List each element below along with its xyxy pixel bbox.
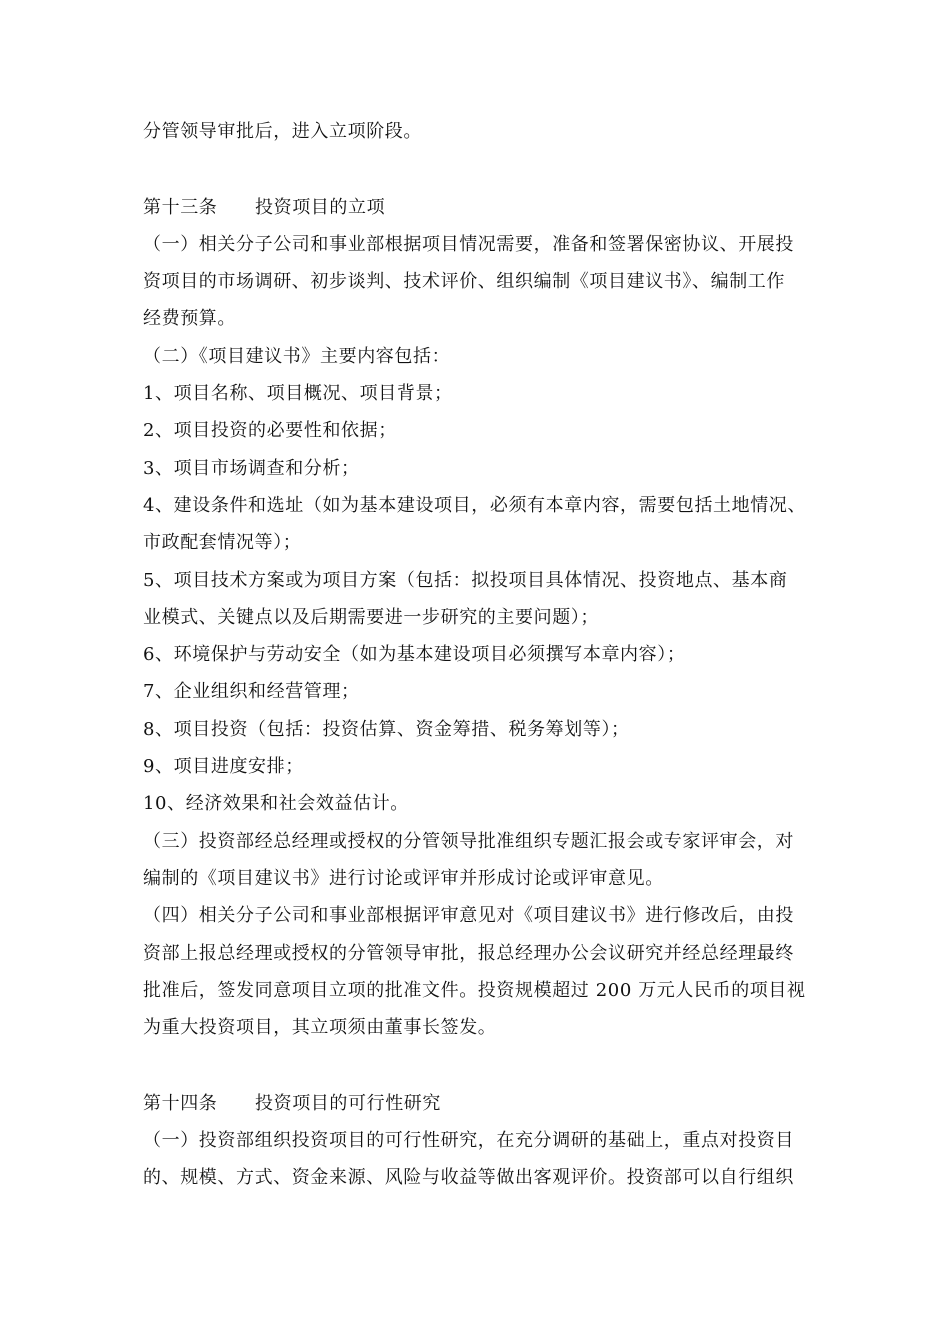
paragraph-line: 编制的《项目建议书》进行讨论或评审并形成讨论或评审意见。 [143, 868, 664, 889]
paragraph-line: 资部上报总经理或授权的分管领导审批，报总经理办公会议研究并经总经理最终 [143, 943, 794, 964]
paragraph-line: 的、规模、方式、资金来源、风险与收益等做出客观评价。投资部可以自行组织 [143, 1167, 794, 1188]
article-14-number: 第十四条 [143, 1093, 218, 1114]
paragraph-line: 分管领导审批后，进入立项阶段。 [143, 121, 422, 142]
paragraph-line: （二）《项目建议书》主要内容包括： [143, 346, 451, 367]
list-item: 3、项目市场调查和分析； [143, 458, 360, 479]
list-item: 2、项目投资的必要性和依据； [143, 420, 397, 441]
list-item: 10、经济效果和社会效益估计。 [143, 793, 409, 814]
list-item: 4、建设条件和选址（如为基本建设项目，必须有本章内容，需要包括土地情况、 [143, 495, 807, 516]
list-item: 市政配套情况等）； [143, 532, 302, 553]
article-14-heading [143, 1092, 813, 1116]
paragraph-line: 经费预算。 [143, 308, 236, 329]
list-item: 6、环境保护与劳动安全（如为基本建设项目必须撰写本章内容）； [143, 644, 686, 665]
article-14-title: 投资项目的可行性研究 [255, 1093, 441, 1114]
article-13-heading [143, 196, 813, 220]
paragraph-line: （三）投资部经总经理或授权的分管领导批准组织专题汇报会或专家评审会，对 [143, 831, 794, 852]
paragraph-line: 批准后，签发同意项目立项的批准文件。投资规模超过 200 万元人民币的项目视 [143, 980, 806, 1001]
list-item: 9、项目进度安排； [143, 756, 304, 777]
article-13-number: 第十三条 [143, 197, 218, 218]
list-item: 7、企业组织和经营管理； [143, 681, 360, 702]
list-item: 业模式、关键点以及后期需要进一步研究的主要问题）； [143, 607, 599, 628]
paragraph-line: 为重大投资项目，其立项须由董事长签发。 [143, 1017, 497, 1038]
paragraph-line: （一）投资部组织投资项目的可行性研究，在充分调研的基础上，重点对投资目 [143, 1130, 794, 1151]
list-item: 8、项目投资（包括：投资估算、资金筹措、税务筹划等）； [143, 719, 630, 740]
paragraph-line: 资项目的市场调研、初步谈判、技术评价、组织编制《项目建议书》、编制工作 [143, 271, 785, 292]
list-item: 1、项目名称、项目概况、项目背景； [143, 383, 453, 404]
paragraph-line: （一）相关分子公司和事业部根据项目情况需要，准备和签署保密协议、开展投 [143, 234, 794, 255]
list-item: 5、项目技术方案或为项目方案（包括：拟投项目具体情况、投资地点、基本商 [143, 570, 788, 591]
article-13-title: 投资项目的立项 [255, 197, 386, 218]
paragraph-line: （四）相关分子公司和事业部根据评审意见对《项目建议书》进行修改后，由投 [143, 905, 794, 926]
